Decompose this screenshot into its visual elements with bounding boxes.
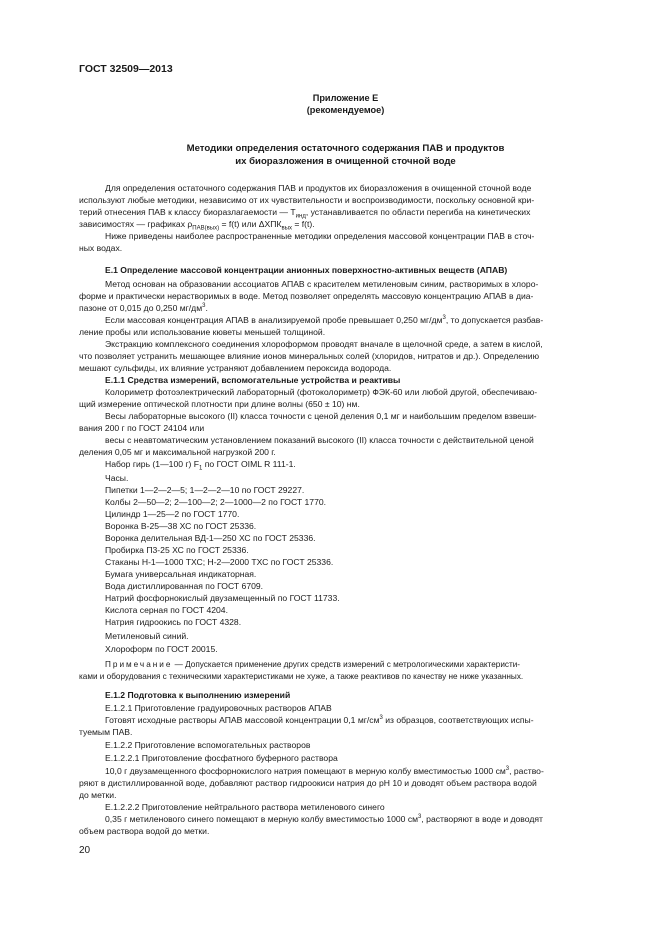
section-e1-title: Е.1 Определение массовой концентрации анионных поверхностно-активных веществ (АПАВ): [105, 265, 508, 275]
subsection-title: Е.1.2.2.2 Приготовление нейтрального раствора метиленового синего: [105, 802, 385, 812]
subsection-title: Е.1.2.2 Приготовление вспомогательных растворов: [105, 740, 311, 750]
list-item: Хлороформ по ГОСТ 20015.: [105, 644, 218, 654]
body-line: объем раствора водой до метки.: [79, 826, 210, 836]
heading-line-2: их биоразложения в очищенной сточной воде: [235, 156, 456, 167]
standard-header: ГОСТ 32509—2013: [79, 63, 173, 75]
body-line: 0,35 г метиленового синего помещают в мерную колбу вместимостью 1000 $см^3$, растворяют в воде и доводят: [105, 814, 543, 824]
body-line: Готовят исходные растворы АПАВ массовой концентрации 0,1 $мг/см^3$ из образцов, соответствующих испы-: [105, 715, 534, 725]
body-line: Набор гирь (1—100 г) $F_1$ по ГОСТ OIML R 111-1.: [105, 459, 296, 472]
list-item: Колбы 2—50—2; 2—100—2; 2—1000—2 по ГОСТ 1770.: [105, 497, 327, 507]
intro-line: зависимостях — графиках $\rho_{ПАВ(вых)} = f(t)$ или $\Delta ХПК_{вых} = f(t)$.: [79, 219, 315, 232]
body-line: Метод основан на образовании ассоциатов АПАВ с красителем метиленовым синим, растворимых в хлоро-: [105, 279, 539, 289]
subsection-title: Е.1.2.2.1 Приготовление фосфатного буферного раствора: [105, 753, 338, 763]
list-item: Натрий фосфорнокислый двузамещенный по ГОСТ 11733.: [105, 593, 340, 603]
intro-line: Для определения остаточного содержания ПАВ и продуктов их биоразложения в очищенной сточной воде: [105, 183, 532, 193]
body-line: форме и практически нерастворимых в воде. Метод позволяет определять массовую концентрацию АПАВ в диа-: [79, 291, 534, 301]
body-line: 10,0 г двузамещенного фосфорнокислого натрия помещают в мерную колбу вместимостью 1000 $см^3$, раство-: [105, 766, 544, 776]
appendix-title: Приложение Е: [312, 93, 379, 103]
body-line: Экстракцию комплексного соединения хлороформом проводят вначале в щелочной среде, а затем в кислой,: [105, 339, 543, 349]
list-item: Стаканы Н-1—1000 ТХС; Н-2—2000 ТХС по ГОСТ 25336.: [105, 557, 334, 567]
body-line: ление пробы или использование кюветы меньшей толщиной.: [79, 327, 326, 337]
list-item: Натрия гидроокись по ГОСТ 4328.: [105, 617, 242, 627]
list-item: Пробирка П3-25 ХС по ГОСТ 25336.: [105, 545, 249, 555]
intro-line: терий отнесения ПАВ к классу биоразлагаемости — $T_{инд}$, устанавливается по области перегиба на кинетических: [79, 207, 531, 220]
body-line: деления 0,05 мг и максимальной нагрузкой 200 г.: [79, 447, 276, 457]
section-e11-title: Е.1.1 Средства измерений, вспомогательные устройства и реактивы: [105, 375, 401, 385]
list-item: Метиленовый синий.: [105, 631, 189, 641]
intro-line: ных водах.: [79, 243, 123, 253]
list-item: Воронка В-25—38 ХС по ГОСТ 25336.: [105, 521, 257, 531]
body-line: до метки.: [79, 790, 117, 800]
body-line: что позволяет устранить мешающее влияние ионов минеральных солей (хлоридов, нитратов и др.). Определению: [79, 351, 540, 361]
heading-line-1: Методики определения остаточного содержания ПАВ и продуктов: [186, 143, 505, 154]
body-line: туемым ПАВ.: [79, 727, 133, 737]
list-item: Воронка делительная ВД-1—250 ХС по ГОСТ 25336.: [105, 533, 316, 543]
body-line: Если массовая концентрация АПАВ в анализируемой пробе превышает 0,250 $мг/дм^3$, то допускается разбав-: [105, 315, 544, 325]
appendix-subtitle: (рекомендуемое): [306, 105, 385, 115]
note-line: Примечание — Допускается применение других средств измерений с метрологическими характеристи-: [105, 660, 521, 669]
body-line: мешают сульфиды, их влияние устраняют добавлением пероксида водорода.: [79, 363, 392, 373]
body-line: Колориметр фотоэлектрический лабораторный (фотоколориметр) ФЭК-60 или любой другой, обеспечиваю-: [105, 387, 538, 397]
body-line: весы с неавтоматическим установлением показаний высокого (II) класса точности с действительной ценой: [105, 435, 534, 445]
page-number: 20: [79, 845, 91, 856]
body-line: ряют в дистиллированной воде, добавляют раствор гидроокиси натрия до pH 10 и доводят объем раствора водой: [79, 778, 537, 788]
list-item: Вода дистиллированная по ГОСТ 6709.: [105, 581, 264, 591]
section-e12-title: Е.1.2 Подготовка к выполнению измерений: [105, 690, 291, 700]
body-line: пазоне от 0,015 до 0,250 $мг/дм^3$.: [79, 303, 208, 313]
intro-line: используют любые методики, независимо от их чувствительности и воспроизводимости, поскольку основной кри-: [79, 195, 535, 205]
list-item: Бумага универсальная индикаторная.: [105, 569, 257, 579]
intro-line: Ниже приведены наиболее распространенные методики определения массовой концентрации ПАВ в сточ-: [105, 231, 535, 241]
list-item: Часы.: [105, 473, 129, 483]
body-line: щий измерение оптической плотности при длине волны (650 ± 10) нм.: [79, 399, 360, 409]
list-item: Кислота серная по ГОСТ 4204.: [105, 605, 228, 615]
body-line: вания 200 г по ГОСТ 24104 или: [79, 423, 205, 433]
list-item: Цилиндр 1—25—2 по ГОСТ 1770.: [105, 509, 240, 519]
body-line: Весы лабораторные высокого (II) класса точности с ценой деления 0,1 мг и наибольшим пределом взвеши-: [105, 411, 537, 421]
note-line: ками и оборудования с техническими характеристиками не хуже, а также реактивов по качеству не ниже указанных.: [79, 672, 524, 681]
list-item: Пипетки 1—2—2—5; 1—2—2—10 по ГОСТ 29227.: [105, 485, 305, 495]
subsection-title: Е.1.2.1 Приготовление градуировочных растворов АПАВ: [105, 703, 332, 713]
